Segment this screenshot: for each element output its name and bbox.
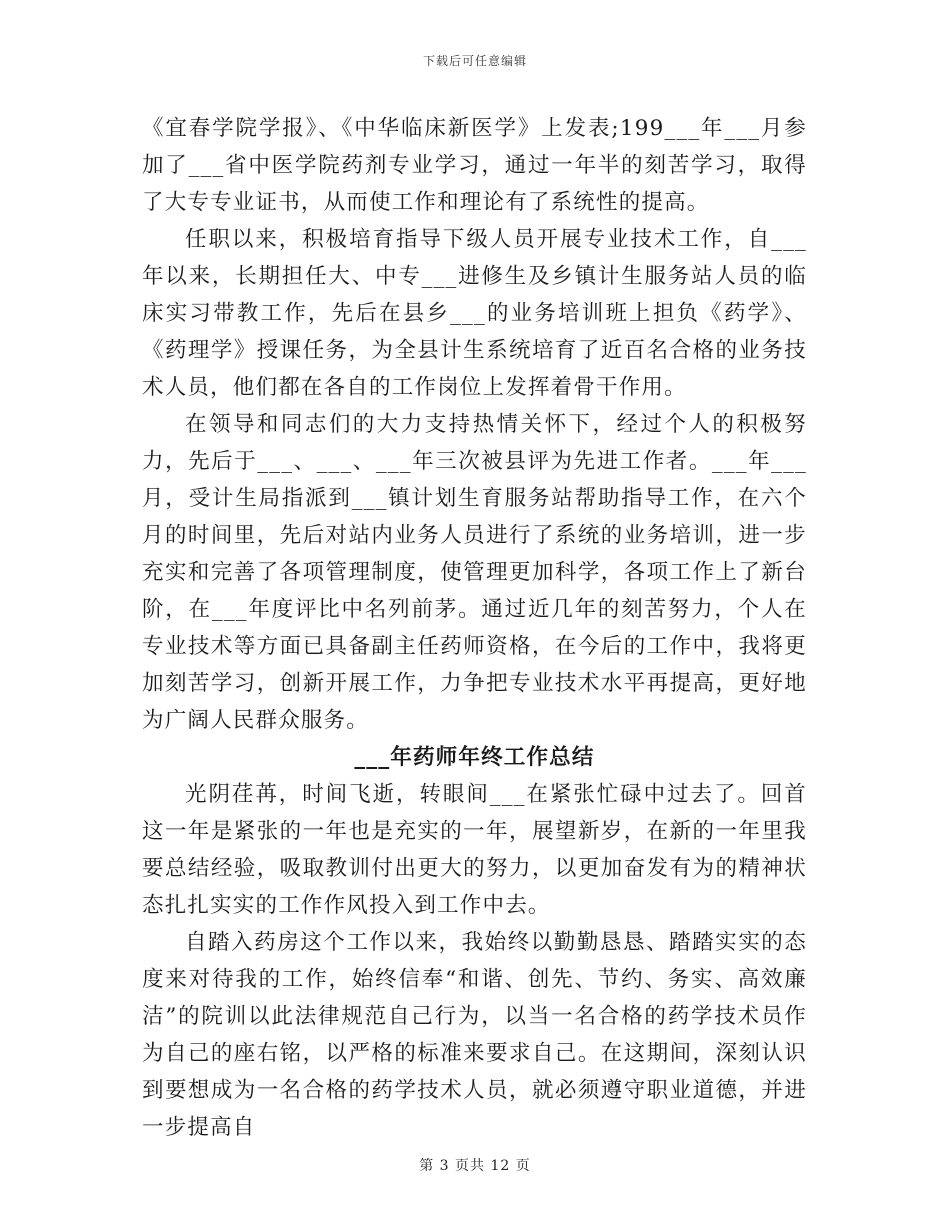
document-body <box>142 110 807 1146</box>
paragraph-teaching: 任职以来，积极培育指导下级人员开展专业技术工作，自___年以来，长期担任大、中专___进修生及乡镇计生服务站人员的临床实习带教工作，先后在县乡___的业务培训班上担负《药学》、《药理学》授课任务，为全县计生系统培育了近百名合格的业务技术人员，他们都在各自的工作岗位上发挥着骨干作用。 <box>142 227 807 400</box>
page-footer: 第 3 页共 12 页 <box>419 1158 531 1174</box>
paragraph-achievements: 在领导和同志们的大力支持热情关怀下，经过个人的积极努力，先后于___、___、___年三次被县评为先进工作者。___年___月，受计生局指派到___镇计划生育服务站帮助指导工作，在六个月的时间里，先后对站内业务人员进行了系统的业务培训，进一步充实和完善了各项管理制度，使管理更加科学，各项工作上了新台阶，在___年度评比中名列前茅。通过近几年的刻苦努力，个人在专业技术等方面已具备副主任药师资格，在今后的工作中，我将更加刻苦学习，创新开展工作，力争把专业技术水平再提高，更好地为广阔人民群众服务。 <box>142 412 807 733</box>
paragraph-attitude: 自踏入药房这个工作以来，我始终以勤勤恳恳、踏踏实实的态度来对待我的工作，始终信奉“和谐、创先、节约、务实、高效廉洁”的院训以此法律规范自己行为，以当一名合格的药学技术员作为自己的座右铭，以严格的标准来要求自己。在这期间，深刻认识到要想成为一名合格的药学技术人员，就必须遵守职业道德，并进一步提高自 <box>142 930 807 1140</box>
page-header: 下载后可任意编辑 <box>422 54 527 68</box>
paragraph-continued: 《宜春学院学报》、《中华临床新医学》上发表;199___年___月参加了___省中医学院药剂专业学习，通过一年半的刻苦学习，取得了大专专业证书，从而使工作和理论有了系统性的提高。 <box>142 116 807 215</box>
section-title: ___年药师年终工作总结 <box>354 745 595 770</box>
paragraph-intro: 光阴荏苒，时间飞逝，转眼间___在紧张忙碌中过去了。回首这一年是紧张的一年也是充实的一年，展望新岁，在新的一年里我要总结经验，吸取教训付出更大的努力，以更加奋发有为的精神状态扎扎实实的工作作风投入到工作中去。 <box>142 782 807 918</box>
